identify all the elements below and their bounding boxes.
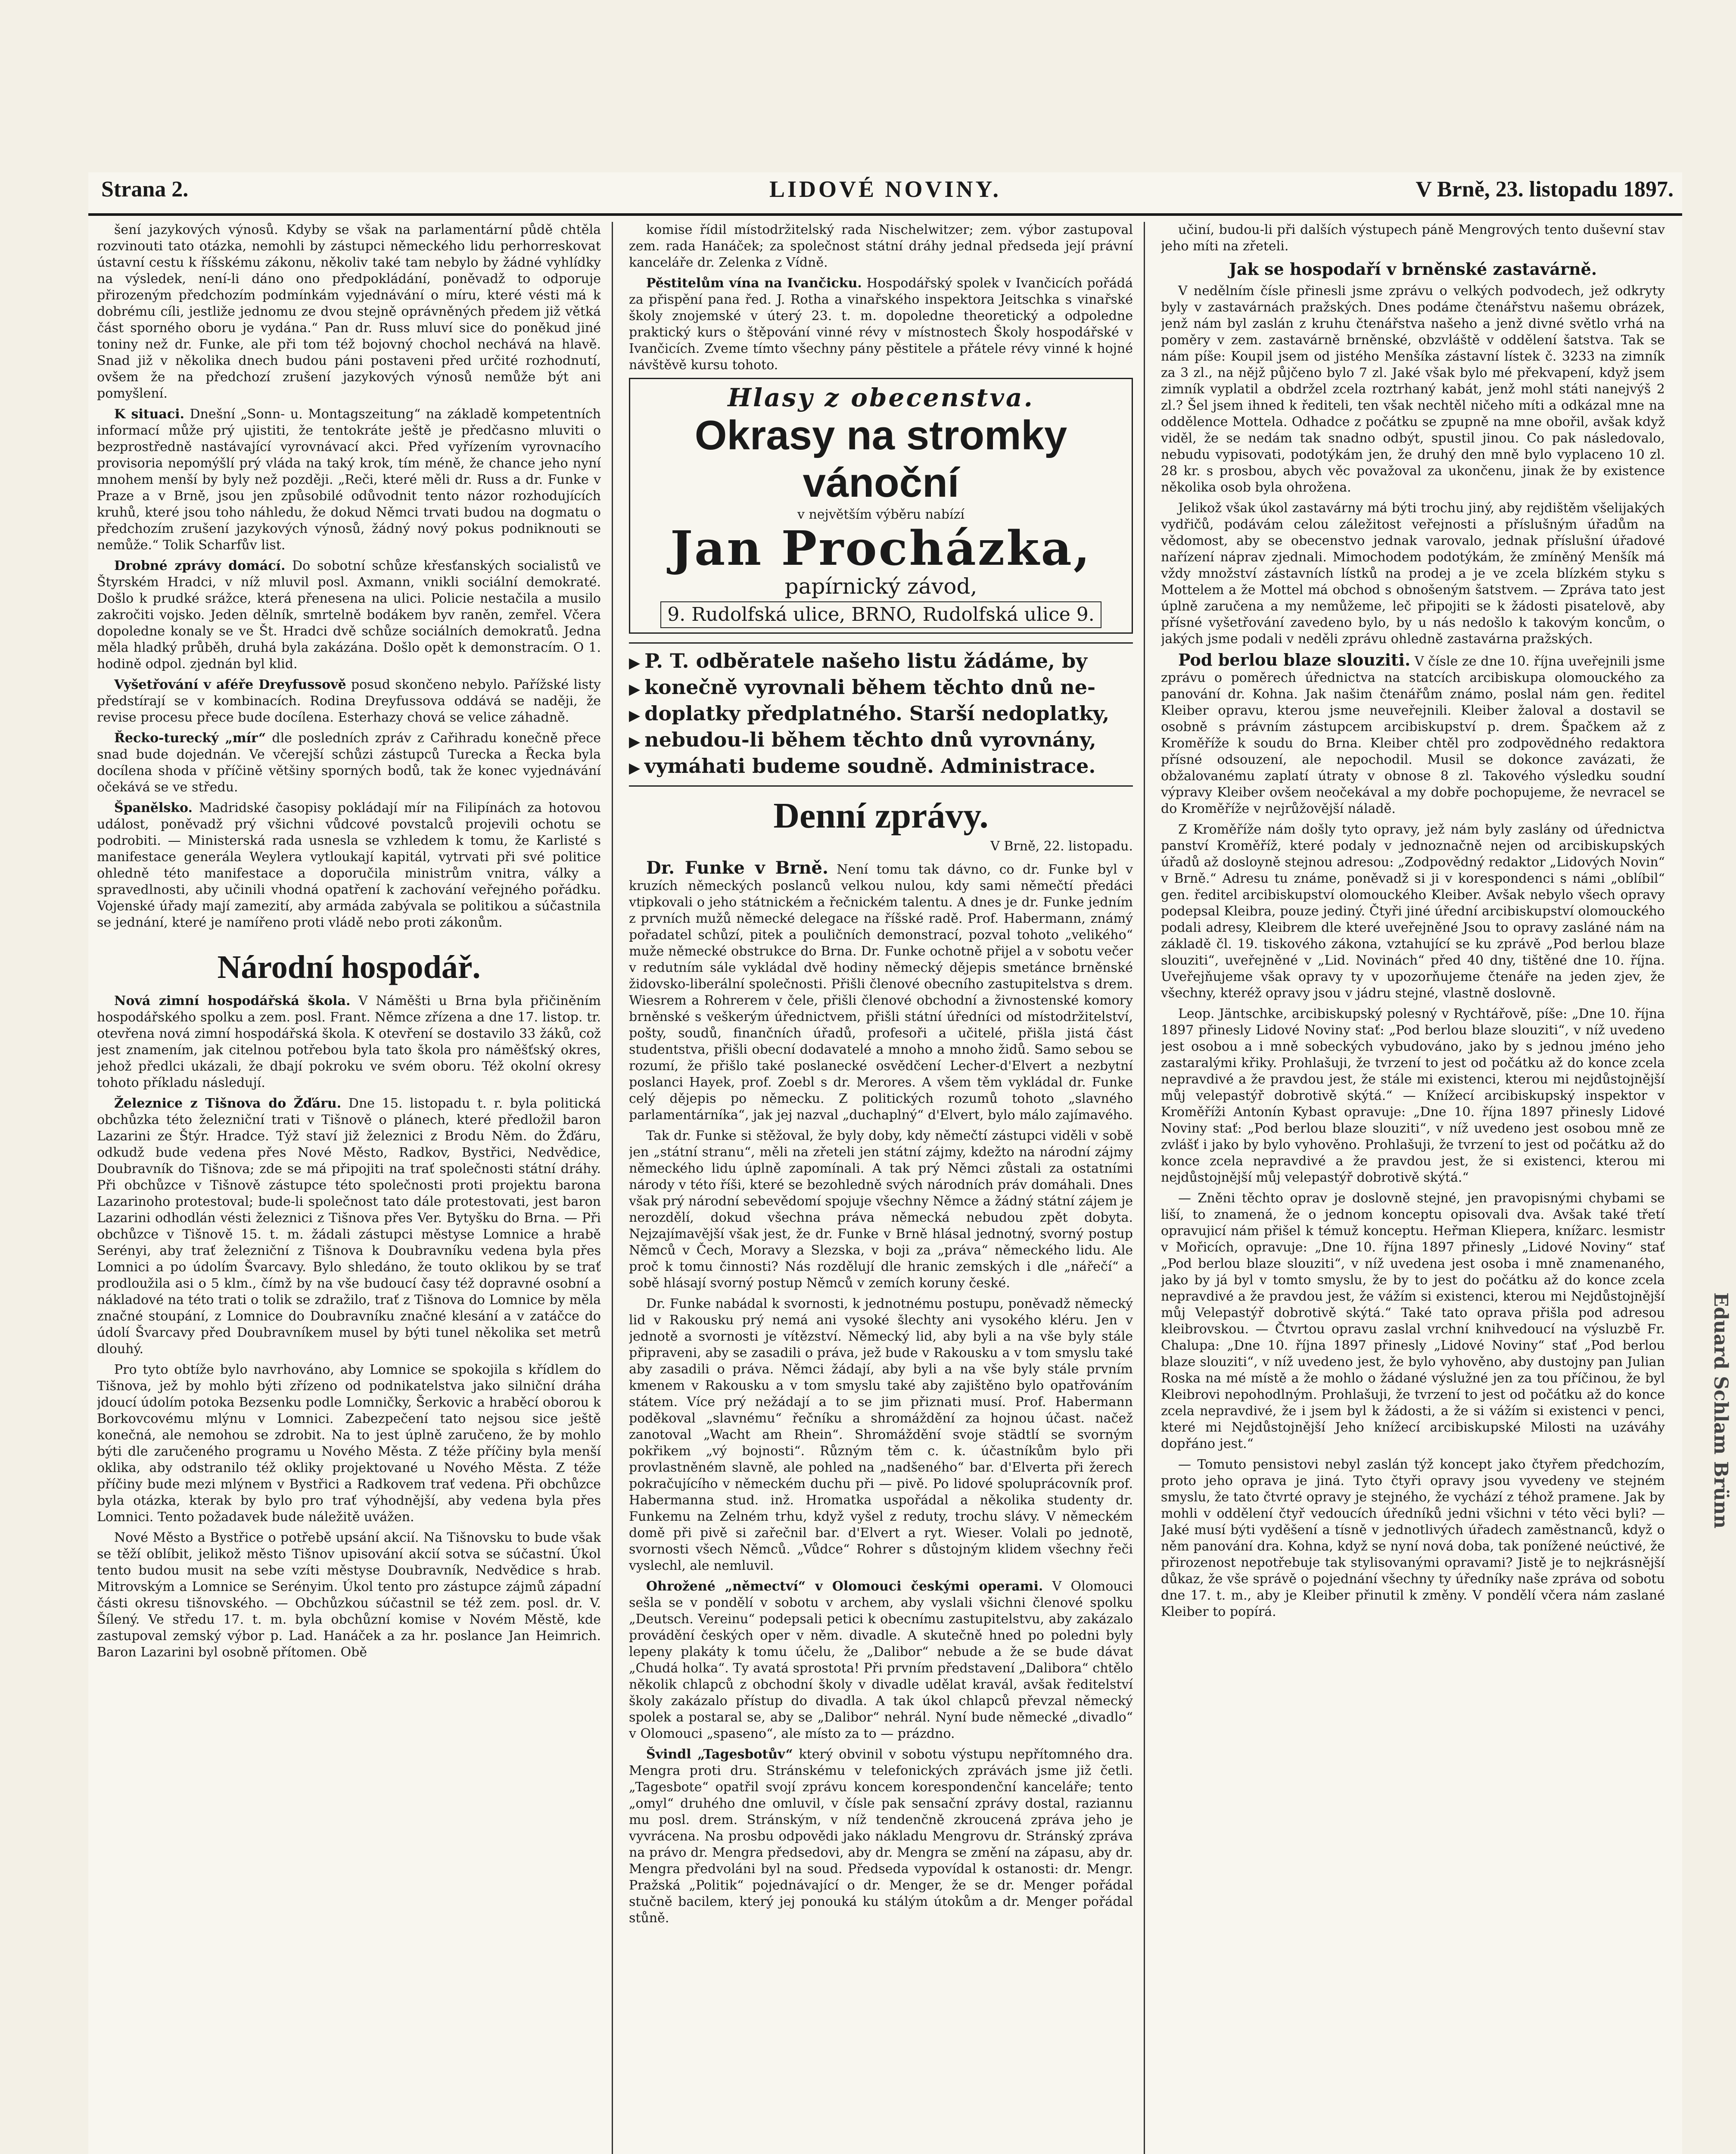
article-heading: Ohrožené „němectví“ v Olomouci českými operami. — [646, 1579, 1043, 1594]
article-zeleznice — [97, 1096, 601, 1357]
article-pestitelum — [629, 275, 1133, 374]
ad-advertiser-name: Jan Procházka, — [670, 520, 1092, 576]
paragraph: — Tomuto pensistovi nebyl zaslán týž koncept jako čtyřem předchozím, proto jeho oprava je jiná. Tyto čtyři opravy jsou vyvedeny ve stejném smyslu, že tato čtvrté opravy je stejného, že vychází z téhož pramene. Jak by mohli v oddělení čtyř vedoucích úředníků jedni všichni v této věci byli? — Jaké musí býti vyděšení a tísně v jednotlivých úřadech zaměstnanců, když o něm panování dra. Kohna, když se nyní nová doba, tak ponížené neúctivé, že přirozenost nepotřebuje tak stylisovanými opravami? Jistě je to nejkrásnější důkaz, že vše správě o pojednání všechny ty úředníky naše zpráva od sobotu dne 17. t. m., aby je Kleiber přinutil k změny. V pondělí včera nám zaslané Kleiber to popírá. — [1161, 1457, 1665, 1619]
column-divider — [612, 222, 613, 2154]
page-header — [88, 172, 1682, 216]
article-heading: Nová zimní hospodářská škola. — [114, 993, 351, 1009]
article-heading: Vyšetřování v aféře Dreyfussově — [114, 677, 346, 692]
paragraph: komise řídil místodržitelský rada Nischelwitzer; zem. výbor zastupoval zem. rada Hanáček; za společnost státní dráhy jednal předseda její právní kanceláře dr. Zelenka z Vídně. — [629, 222, 1133, 270]
article-heading: K situaci. — [114, 407, 184, 422]
article-text: Dne 15. listopadu t. r. byla politická obchůzka této železniční trati v Tišnově o plánech, které předložil baron Lazarini ze Štýr. Hradce. Týž staví již železnici z Brodu Něm. do Žďáru, odkudž bude vedena přes Nové Město, Radkov, Bystřici, Nedvědice, Doubravník do Tišnova; zde se má připojiti na trať společnosti státní dráhy. Při obchůzce v Tišnově zástupce této společnosti proti projektu barona Lazarinoho protestoval; bude-li společnost tato dále protestovati, jest baron Lazarini odhodlán vésti železnici z Tišnova přes Ver. Bytyšku do Brna. — Při obchůzce v Tišnově 15. t. m. žádali zástupci městyse Lomnice a hrabě Serényi, aby trať železniční z Tišnova k Doubravníku vedena byla přes Lomnici a po údolím Švarcavy. Bylo shledáno, že touto oklikou by se trať prodloužila asi o 5 klm., čímž by na vše budoucí časy též dopravné osobní a nákladové na této trati o tolik se zdražilo, trať z Tišnova do Lomnice by měla značné stoupání, z Lomnice do Doubravníku značné klesání a v zatáčce do údolí Švarcavy před Doubravníkem musel by býti tunel několika set metrů dlouhý. — [97, 1096, 601, 1357]
paragraph: učiní, budou-li při dalších výstupech páně Mengrových tento duševní stav jeho míti na zřeteli. — [1161, 222, 1665, 254]
article-heading: Pod berlou blaze slouziti. — [1178, 650, 1411, 669]
ad-subline: v největším výběru nabízí — [797, 507, 965, 522]
article-text: V Olomouci sešla se v pondělí v sobotu v archem, aby vyslali všichni členové spolku „Deutsch. Vereinu“ podepsali petici k obecnímu zastupitelstvu, aby zakázalo provádění českých oper v něm. divadle. A skutečně hned po poledni byly lepeny plakáty k tomu účelu, že „Dalibor“ nebude a že se bude dávat „Chudá holka“. Ty avatá sprostota! Při prvním představení „Dalibora“ chtělo několik chlapců z obchodní školy v divadle udělat kravál, avšak ředitelství školy zakázalo přístup do divadla. A tak úkol chlapců převzal německý spolek a postaral se, aby se „Dalibor“ nehrál. Nyní bude německé „divadlo“ v Olomouci „spaseno“, ale místo za to — prázdno. — [629, 1579, 1133, 1741]
scan-edge-stamp: Eduard Schlam Brünn — [1710, 1292, 1732, 1529]
article-heading: Švindl „Tagesbotův“ — [646, 1747, 793, 1762]
column-3 — [1161, 222, 1665, 2154]
article-text: Není tomu tak dávno, co dr. Funke byl v kruzích německých poslanců velkou nulou, kdy sami němečtí předáci vtipkovali o jeho státnickém a řečnickém talentu. A dnes je dr. Funke jedním z prvních mužů německé delegace na říšské radě. Prof. Habermann, známý pořadatel schůzí, pitek a pouličních demonstrací, pozval tohoto „velikého“ muže německé obstrukce do Brna. Dr. Funke ochotně přijel a v sobotu večer v redutním sále vykládal dvě hodiny německý dějepis smetánce brněnské židovsko-liberální společnosti. Přišli členové obecního zastupitelstva s drem. Wiesrem a Rohrerem v čele, přišli členové obchodní a živnostenské komory brněnské s veškerým úřednictvem, přišli státní úředníci od místodržitelství, pošty, soudů, finančních úřadů, profesoři a učitelé, přišla jistá část studentstva, přišli obecní dodavatelé a mnoho a mnoho židů. Samo sebou se rozumí, že přišlo také poslanecké osvědčení Lecher-d'Elvert a nezbytní poslanci Hayek, prof. Zoebl s dr. Merores. A všem těm vykládal dr. Funke celý dějepis po německu. Z politických rozumů tohoto „slavného parlamentárníka“, jak jej nazval „duchaplný“ d'Elvert, bylo málo zajímavého. — [629, 862, 1133, 1123]
ad-headline: Okrasy na stromky vánoční — [694, 412, 1067, 506]
paragraph: Pro tyto obtíže bylo navrhováno, aby Lomnice se spokojila s křídlem do Tišnova, jež by mohlo býti zřízeno od podnikatelstva jako silniční dráha jdoucí údolím potoka Bezsenku podle Lomničky, Šerkovic a hraběcí oborou k Borkovcovému mlýnu v Lomnici. Zabezpečení tato nejsou sice ještě konečná, ale nemohou se zdrobit. Na to jest úplně zaručeno, že by mohlo býti dle zaručeného programu u Nového Města. Z téže příčiny byla menší oklika, aby odstranilo též okliky projektované u Nového Města. Z téže příčiny bude mezi mlýnem v Bystřici a Radkovem trať vedena. Při obchůzce byla otázka, kterak by bylo pro trať výhodnější, aby vedena byla přes Lomnici. Tento požadavek bude náležitě uvážen. — [97, 1362, 601, 1525]
ad-address: 9. Rudolfská ulice, BRNO, Rudolfská ulice 9. — [660, 601, 1101, 628]
paragraph: šení jazykových výnosů. Kdyby se však na parlamentární půdě chtěla rozvinouti tato otázka, nemohli by zástupci německého lidu perhorreskovat ústavní cestu k říšskému zákonu, několiv také tam nebylo by žádné vyhlídky na výsledek, není-li dáno ono předpokládání, poněvadž to odporuje přirozeným předchozím podmínkám vyjednávání o míru, které vésti má k dobrému cíli, jestliže jednomu ze dvou stejně oprávněných předem již větká část sporného oboru je vydána.“ Pan dr. Russ mluví sice do poněkud jiné toniny než dr. Funke, ale při tom též bojovný chochol nechává na hlavě. Snad již v několika dnech budou páni postaveni před určité rozhodnutí, ovšem že na předchozí zrušení jazykových výnosů nemůže být ani pomyšlení. — [97, 222, 601, 401]
article-situaci — [97, 406, 601, 554]
paragraph: Leop. Jäntschke, arcibiskupský polesný v Rychtářově, píše: „Dne 10. října 1897 přinesly Lidové Noviny stať: „Pod berlou blaze slouziti“, v níž uvedeno jest osobou a i mně sobeckých vybudováno, jako by s jednou jméno jeho zastaralými křiky. Prohlašuji, že tvrzení to jest od počátku až do konce zcela nepravdivé a že pravdou jest, že stále mi existenci, kterou mi nejdůstojnější můj velepastýř dobrotivě skýtá.“ — Knížecí arcibiskupský inspektor v Kroměříži Antonín Kybast opravuje: „Dne 10. října 1897 přinesly Lidové Noviny stať: „Pod berlou blaze slouziti“, v níž uvedeno jest osobou mně ze zvlášť i jako by bylo vyhověno. Prohlašuji, že tvrzení to jest od počátku až do konce zcela nepravdivé a že pravdou jest, že si existenci, kterou mi nejdůstojnější můj velepastýř dobrotivě skýtá.“ — [1161, 1006, 1665, 1185]
article-text: V čísle ze dne 10. října uveřejnili jsme zprávu o poměrech úřednictva na statcích arcibiskupa olomouckého za panování dr. Kohna. Jak našim čtenářům známo, poslal nám gen. ředitel Kleiber opravu, kterou jsme neuveřejnili. Kleiber žaloval a dostavil se osobně s právním zástupcem arcibiskupství p. drem. Špačkem až z Kroměříže k soudu do Brna. Kleiber chtěl pro zodpovědného redaktora přísné odsouzení, ale nepochodil. Musil se dokonce zavázati, že obžalovanému zaplatí útraty v obnose 8 zl. Takového výsledku soudní výpravy Kleiber ovšem neočekával a my dobře pochopujeme, že nevracel se do Kroměříže v nejrůžovější náladě. — [1161, 654, 1665, 816]
article-heading: Dr. Funke v Brně. — [646, 858, 828, 878]
article-text: dle posledních zpráv z Cařihradu konečně přece snad bude dojednán. Ve včerejší schůzi zástupců Turecka a Řecka byla docílena shoda v příčině většiny sporných bodů, tak že konec vyjednávání očekává se ve středu. — [97, 731, 601, 795]
dateline: V Brně, 22. listopadu. — [990, 839, 1133, 854]
article-text: Hospodářský spolek v Ivančicích pořádá za přispění pana řed. J. Rotha a vinařského inspektora Jeitschka s vinařské školy znojemské v úterý 23. t. m. dopoledne theoretický a odpoledne praktický kurs o štěpování vinné révy v místnostech Školy hospodářské v Ivančicích. Zveme tímto všechny pány pěstitele a přátele révy vinné k hojné návštěvě kursu tohoto. — [629, 276, 1133, 373]
column-divider — [1144, 222, 1145, 2154]
article-text: který obvinil v sobotu výstupu nepřítomného dra. Mengra proti dru. Stránskému v telefonických zprávách jsme již četli. „Tagesbote“ opatřil svojí zprávu koncem korespondenční kanceláře; tento „omyl“ druhého dne omluvil, v čísle pak sensační zprávy dostal, raziannu mu posl. drem. Stránským, v níž tendenčně zkroucená zpráva jeho je vyvrácena. Na prosbu odpovědi jako nákladu Mengrovu dr. Stránský zpráva na právo dr. Mengra předsedovi, aby dr. Mengra se změní na zápasu, aby dr. Mengra předvoláni byl na soud. Předseda vypovídal k ostanosti: dr. Mengr. Pražská „Politik“ pojednávající o dr. Menger, že se dr. Menger pořádal stučně bacilem, který jej ponouká ku stálým útokům a dr. Menger pořádal stůně. — [629, 1747, 1133, 1926]
paragraph: — Zněni těchto oprav je doslovně stejné, jen pravopisnými chybami se liší, to znamená, že o jednom konceptu opisovali dva. Avšak také třetí opravujicí nám přišel k témuž konceptu. Heřman Kliepera, knížarc. lesmistr v Mořicích, opravuje: „Dne 10. října 1897 přinesly „Lidové Noviny“ stať „Pod berlou blaze slouziti“, v níž uvedena jest osoba i mně znamenaného, jako by já byl v tomto smyslu, že by to jest do počátku až do konce zcela nepravdivé a že pravdou jest, že vážím si existenci, kterou mi Nejdůstojnější můj Velepastýř dobrotivě skýtá.“ Také tato oprava přišla pod adresou kleibrovskou. — Čtvrtou opravu zaslal vrchní knihvedoucí na výsluzbě Fr. Chalupa: „Dne 10. října 1897 přinesly „Lidové Noviny“ stať „Pod berlou blaze slouziti“, v níž uvedeno jest, že bylo vyhověno, aby dustojny pan Julian Roska na mé místě a že mohlo o žádané výslužné jen za tou příčinou, že byl Kleibrovi nepohodlným. Prohlašuji, že tvrzení to jest od počátku až do konce zcela nepravdivé, že i jsem byl k žádosti, a že si vážím si existenci v penci, které mi Nejdůstojnější Jeho knížecí arcibiskupské Milosti na uzáváhy dopřáno jest.“ — [1161, 1191, 1665, 1451]
page-number: Strana 2. — [101, 177, 189, 202]
article-svindl — [629, 1746, 1133, 1927]
article-drobne — [97, 558, 601, 672]
section-heading: Národní hospodář. — [217, 949, 481, 985]
paragraph: Dr. Funke nabádal k svornosti, k jednotnému postupu, poněvadž německý lid v Rakousku prý nemá ani vysoké šlechty ani vysokého kléru. Jen v jednotě a svornosti je vítězství. Německý lid, aby byli a na vše byly stále připraveni, aby se zasadili o práva, jež bude v Rakousku a v tom smyslu také aby zasadili o práva. Němci žádají, aby byli a na vše byly stále prvním kmenem v Rakousku a v tom smyslu také aby zajištěno bylo opatřováním státem. Více prý nežádají a to se jim přiznati musí. Prof. Habermann poděkoval „slavnému“ řečníku a shromáždění za hojnou účast. načež zanotoval „Wacht am Rhein“. Shromáždění svoje städtlí se svorným pokřikem „vý bojnosti“. Různým těm c. k. účastníkům bylo při provlastněném slavně, ale pohled na „nadšeného“ bar. d'Elverta při žerech pokračujícího v německém duchu při — pivě. Po lidové spoluprácovník prof. Habermanna stud. inž. Hromatka uspořádal a několika studenty dr. Funkemu na Zelném trhu, když vyšel z reduty, trochu slávy. V německém domě při pivě si zařečnil bar. d'Elvert a ryt. Wieser. Volali po jednotě, svornosti všech Němců. „Vůdce“ Rohrer s důstojným klidem všechny řeči vyslechl, ale nemluvil. — [629, 1296, 1133, 1573]
article-spanel — [97, 800, 601, 931]
article-text: Do sobotní schůze křesťanských socialistů ve Štyrském Hradci, v níž mluvil posl. Axmann, vnikli sociální demokraté. Došlo k prudké srážce, která přenesena na ulici. Policie nestačila a musilo zakročiti vojsko. Jeden dělník, smrtelně bodákem byv raněn, zemřel. Včera dopoledne konaly se ve Št. Hradci dvě schůze sociálních demokratů. Jedna měla hladký průběh, druhá byla zakázána. Došlo opět k demonstracím. O 1. hodině odpol. zjednán byl klid. — [97, 558, 601, 672]
column-2 — [629, 222, 1133, 2154]
notice-line: ▶ konečně vyrovnali během těchto dnů ne- — [629, 675, 1133, 701]
article-dreyfus — [97, 677, 601, 726]
article-text: V Náměšti u Brna byla přičiněním hospodářského spolku a zem. posl. Frant. Němce zřízena a dne 17. listop. tr. otevřena nová zimní hospodářská škola. K otevření se dostavilo 33 žáků, což jest znamením, jak citelnou potřebou byla tato škola pro náměšťský okres, jehož předlci ukázali, že dbají pokroku ve svém oboru. Též okolní okresy tohoto příkladu následují. — [97, 993, 601, 1090]
notice-line: ▶ vymáhati budeme soudně. Administrace. — [629, 754, 1133, 780]
article-funke — [629, 860, 1133, 1124]
ad-section-label: Hlasy z obecenstva. — [728, 383, 1034, 412]
newspaper-sheet — [88, 172, 1682, 2154]
article-heading: Drobné zprávy domácí. — [114, 558, 286, 573]
paragraph: Tak dr. Funke si stěžoval, že byly doby, kdy němečtí zástupci viděli v sobě jen „státní stranu“, měli na zřeteli jen státní zájmy, kdežto na národní zájmy německého lidu úplně zapomínali. A tak prý Němci zůstali za ostatními národy v této říši, které se bezohledně svých národních práv domáhali. Dnes však prý národní sebevědomí spojuje všechny Němce a žádný státní zájem je nerozdělí, dokud všechna práva německá nebudou zpět dobyta. Nejzajímavější však jest, že dr. Funke v Brně hlásal jednotný, svorný postup Němců v Čech, Moravy a Slezska, v boji za „práva“ německého lidu. Ale proč k tomu činnosti? Nás rozdělují dle hranic zemských i dle „nářečí“ a sobě hlásají svorný postup Němců v zemích koruny české. — [629, 1128, 1133, 1291]
article-heading: Jak se hospodaří v brněnské zastavárně. — [1229, 259, 1597, 279]
article-skola — [97, 993, 601, 1091]
article-berlou — [1161, 652, 1665, 817]
masthead-title: LIDOVÉ NOVINY. — [769, 176, 1002, 202]
paragraph: Nové Město a Bystřice o potřebě upsání akcií. Na Tišnovsku to bude však se těží oblíbit, jelikož město Tišnov upisování akcií sotva se súčastní. Úkol tento budou musit na sebe vzíti městyse Doubravník, Nedvědice s hrab. Mitrovským a Lomnice se Serényim. Úkol tento pro zástupce zájmů západní části okresu tišnovského. — Obchůzkou súčastnil se též zem. posl. dr. V. Šílený. Ve středu 17. t. m. byla obchůzní komise v Novém Městě, kde zastupoval zemský výbor p. Lad. Hanáček a za hr. poslance Jan Heimrich. Baron Lazarini byl osobně přítomen. Obě — [97, 1530, 601, 1660]
paragraph: V nedělním čísle přinesli jsme zprávu o velkých podvodech, jež odkryty byly v zastavárnách pražských. Dnes podáme čtenářstvu našemu obrázek, jenž nám byl zaslán z kruhu čtenářstva našeho a jenž divné světlo vrhá na poměry v zem. zastavárně brněnské, obzvláště v oddělení šatstva. Tak se nám píše: Koupil jsem od jistého Menšíka zástavní lístek č. 3233 na zimník za 3 zl., na nějž půjčeno bylo 7 zl. Jaké však bylo mé překvapení, když jsem zimník vyplatil a obdržel zcela roztrhaný kabát, jenž mohl státi nanejvýš 2 zl.? Šel jsem ihned k řediteli, ten však nechtěl ničeho míti a odkázal mne na oddělence Mottela. Odhadce z počátku se zpupně na mne obořil, avšak když viděl, že se nedám tak snadno odbýt, spustil jinou. Co pak následovalo, nebudu vypisovati, podotýkám jen, že druhý den mně bylo vyplaceno 10 zl. 28 kr. s prosbou, abych věc považoval za ukončenu, jinak že by existence několika osob byla ohrožena. — [1161, 283, 1665, 495]
article-heading: Železnice z Tišnova do Žďáru. — [114, 1096, 342, 1111]
subscription-notice — [629, 642, 1133, 787]
article-heading: Pěstitelům vína na Ivančicku. — [646, 276, 862, 291]
notice-line: ▶ P. T. odběratele našeho listu žádáme, by — [629, 649, 1133, 675]
ad-business-type: papírnický závod, — [784, 574, 977, 599]
column-1 — [97, 222, 601, 2154]
notice-line: ▶ doplatky předplatného. Starší nedoplatky, — [629, 701, 1133, 728]
issue-date: V Brně, 23. listopadu 1897. — [1416, 177, 1674, 202]
section-heading: Denní zprávy. — [773, 796, 989, 836]
article-heading: Španělsko. — [114, 800, 193, 816]
article-text: posud skončeno nebylo. Pařížské listy předstírají se v kombinacích. Rodina Dreyfussova oddává se naději, že revise procesu přece bude docílena. Esterhazy chová se velice záhadně. — [97, 677, 601, 725]
article-text: Madridské časopisy pokládají mír na Filipínách za hotovou událost, poněvadž prý všichni vůdcové povstalců projevili ochotu se podrobiti. — Ministerská rada usnesla se vzhledem k tomu, že Karlisté s manifestace generála Weylera vytloukají kapitál, vytrvati při své politice ohledně této manifestace a doporučila ministrům vnitra, války a spravedlnosti, aby učinili vhodná opatření k zachování veřejného pořádku. Vojenské úřady mají zamezití, aby armáda zabývala se politikou a súčastnila se jednání, které je namířeno proti vládě nebo proti zákonům. — [97, 800, 601, 930]
article-text: Dnešní „Sonn- u. Montagszeitung“ na základě kompetentních informací může prý ujistiti, že tentokráte ještě je předčasno mluviti o bezprostředně nastávající vyrovnávací akci. Před vyřízením vyrovnacího provisoria nepomýšlí prý vláda na taký krok, tím méně, že chance jeho nyní mnohem menší by byly než později. „Reči, které měli dr. Russ a dr. Funke v Praze a v Brně, jsou jen způsobilé odůvodnit tento názor rozhodujících kruhů, které jsou toho náhledu, že dokud Němci trvati budou na dogmatu o předchozím zrušení jazykových výnosů, žádný nový pokus podniknouti se nemůže.“ Tolik Scharfův list. — [97, 407, 601, 553]
paragraph: Z Kroměříže nám došly tyto opravy, jež nám byly zaslány od úřednictva panství Kroměříž, které podaly v jednoznačně nejen od arcibiskupských úřadů až dosloyně stejnou adresou: „Zodpovědný redaktor „Lidových Novin“ v Brně.“ Adresu tu známe, poněvadž si ji v korespondenci s námi „oblíbil“ gen. ředitel arcibiskupství olomouckého Kleiber. Avšak nebylo všech opravy podepsal Kleibra, pouze jediný. Čtyři jiné úřední arcibiskupství olomouckého podali adresy, Kleibrem dle které uveřejněné Jsou to opravy zasláné nám na základě čl. 19. tiskového zákona, vztahující se ku zprávě „Pod berlou blaze slouziti“, uveřejněné v „Lid. Novinách“ před 40 dny, tištěné dne 10. října. Uveřejňujeme však opravy ty v upozorňujeme čtenáře na jeden zjev, že všechny, kteréž opravy jsou v jádru stejné, vlastně doslovně. — [1161, 822, 1665, 1001]
article-heading: Řecko-turecký „mír“ — [114, 731, 266, 746]
article-recko — [97, 730, 601, 796]
paragraph: Jelikož však úkol zastavárny má býti trochu jiný, aby rejdištěm všelijakých vydřičů, podávám celou záležitost veřejnosti a příslušným úřadům na vědomost, aby se obecenstvo jednak varovalo, jednak příslušní úřadové nařízení náprav zjednali. Mimochodem podotýkám, že zmíněný Menšík má vždy množství zástavních lístků na prodej a je ve zcela blízkém styku s Mottelem a že Mottel má obchod s obnošeným šatstvem. — Zpráva tato jest úplně zaručena a my nemůžeme, leč připojiti se k žádosti pisatelově, aby přísné vyšetřování zavedeno bylo, by u nás nedošlo k takovým koncům, o jakých jsme podali v neděli zprávu ohledně zastavárna pražských. — [1161, 501, 1665, 647]
article-olomouc — [629, 1578, 1133, 1742]
notice-line: ▶ nebudou-li během těchto dnů vyrovnány, — [629, 728, 1133, 754]
advertisement-prochazka — [629, 378, 1133, 634]
